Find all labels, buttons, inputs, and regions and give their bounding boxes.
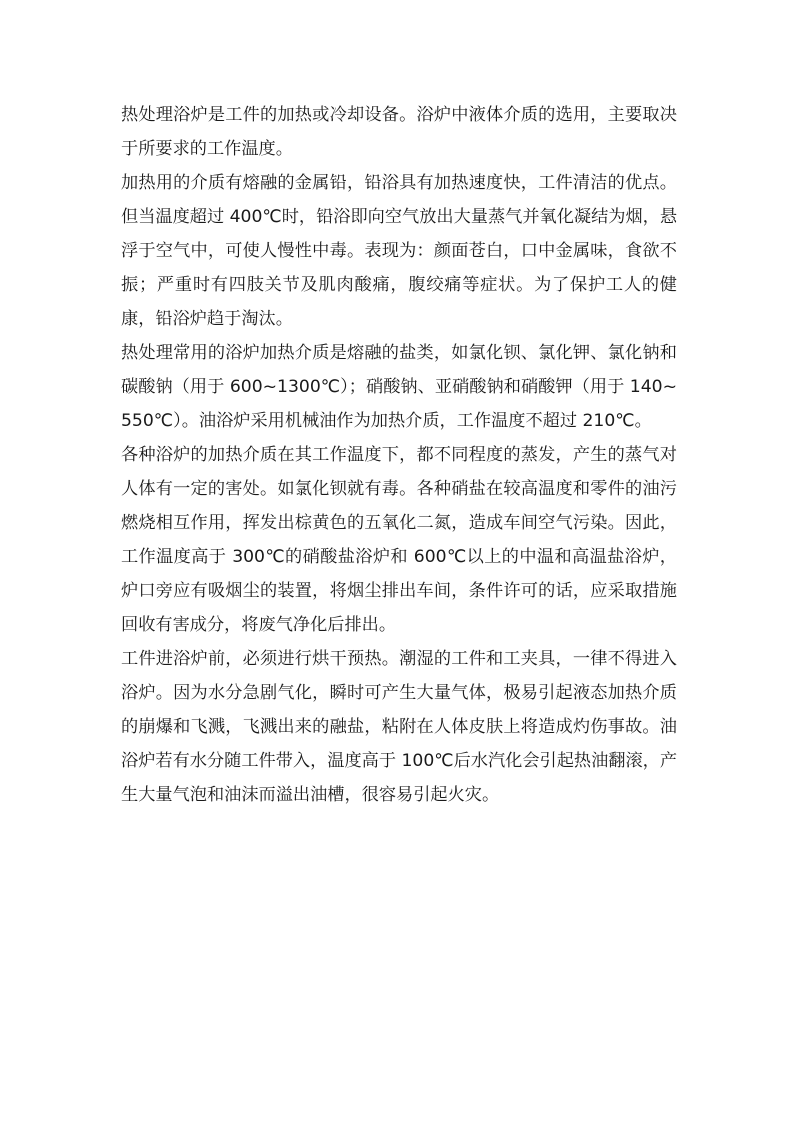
paragraph-lead-bath: 加热用的介质有熔融的金属铅，铅浴具有加热速度快，工件清洁的优点。但当温度超过 400℃时，铅浴即向空气放出大量蒸气并氧化凝结为烟，悬浮于空气中，可使人慢性中毒。表现为：颜面苍白，口中金属味，食欲不振；严重时有四肢关节及肌肉酸痛，腹绞痛等症状。为了保护工人的健康，铅浴炉趋于淘汰。 [121, 173, 678, 329]
paragraph-vapor-hazard: 各种浴炉的加热介质在其工作温度下，都不同程度的蒸发，产生的蒸气对人体有一定的害处。如氯化钡就有毒。各种硝盐在较高温度和零件的油污燃烧相互作用，挥发出棕黄色的五氧化二氮，造成车间空气污染。因此，工作温度高于 300℃的硝酸盐浴炉和 600℃以上的中温和高温盐浴炉，炉口旁应有吸烟尘的装置，将烟尘排出车间，条件许可的话，应采取措施回收有害成分，将废气净化后排出。 [121, 445, 677, 635]
paragraph-preheat-drying: 工件进浴炉前，必须进行烘干预热。潮湿的工件和工夹具，一律不得进入浴炉。因为水分急剧气化，瞬时可产生大量气体，极易引起液态加热介质的崩爆和飞溅，飞溅出来的融盐，粘附在人体皮肤上将造成灼伤事故。油浴炉若有水分随工件带入，温度高于 100℃后水汽化会引起热油翻滚，产生大量气泡和油沫而溢出油槽，很容易引起火灾。 [121, 649, 678, 805]
paragraph-bath-furnace-intro: 热处理浴炉是工件的加热或冷却设备。浴炉中液体介质的选用，主要取决于所要求的工作温度。 [121, 105, 677, 159]
document-body [121, 98, 677, 812]
paragraph-salt-media: 热处理常用的浴炉加热介质是熔融的盐类，如氯化钡、氯化钾、氯化钠和碳酸钠（用于 600~1300℃）；硝酸钠、亚硝酸钠和硝酸钾（用于 140~550℃）。油浴炉采用机械油作为加热介质，工作温度不超过 210℃。 [121, 343, 677, 431]
